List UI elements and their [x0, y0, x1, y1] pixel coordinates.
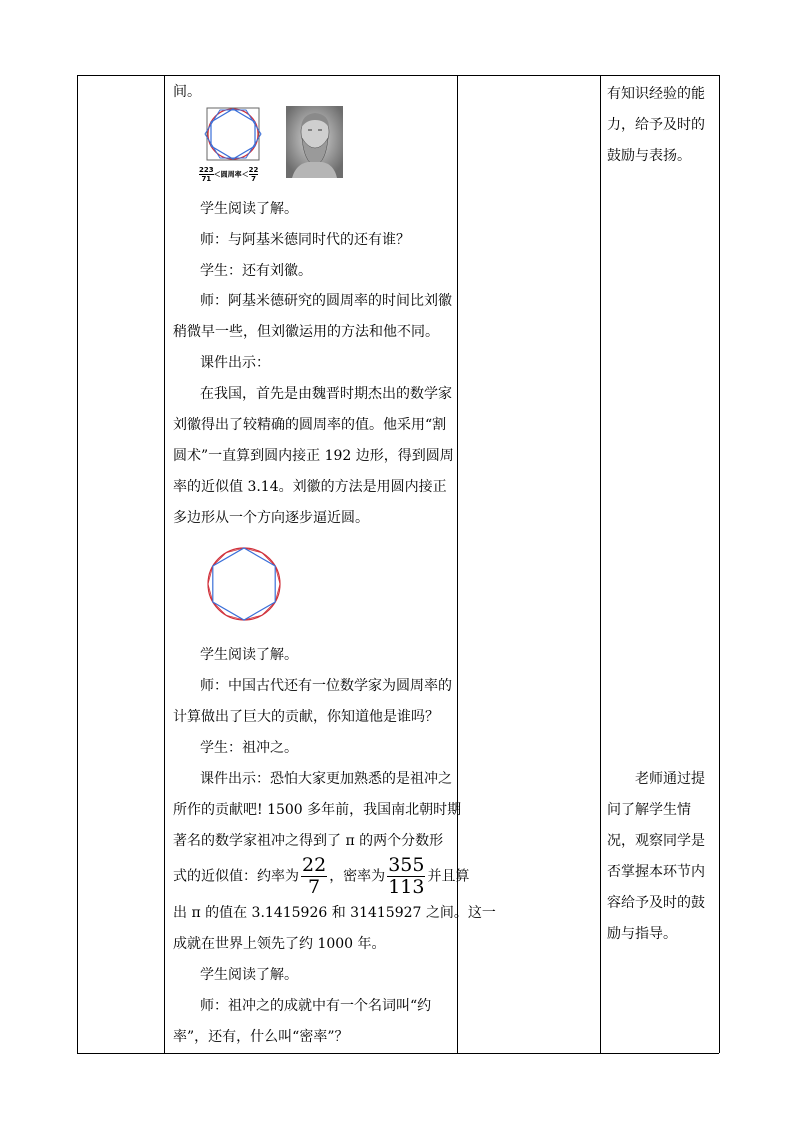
text-para: 学生阅读了解。	[200, 967, 298, 983]
text-line: 课件出示：恐怕大家更加熟悉的是祖冲之	[200, 771, 452, 787]
yuelv-fraction: $\frac{22}{7}$	[302, 854, 327, 898]
archimedes-polygon-figure	[200, 106, 266, 164]
text-line: 多边形从一个方向逐步逼近圆。	[173, 510, 369, 526]
text-line: 成就在世界上领先了约 1000 年。	[173, 936, 386, 952]
circumscribed-polygon	[205, 110, 261, 158]
text-para: 师：与阿基米德同时代的还有谁？	[200, 232, 410, 248]
formula-prefix: 式的近似值：约率为	[173, 868, 299, 885]
table-border-bottom	[77, 1053, 719, 1054]
text-para: 学生：祖冲之。	[200, 740, 298, 756]
note-line: 况，观察同学是	[607, 833, 705, 849]
text-line: 出 π 的值在 3.1415926 和 31415927 之间。这一	[173, 905, 496, 921]
archimedes-bust-image	[286, 106, 343, 178]
inscribed-polygon	[211, 109, 255, 159]
text-line: 率”，还有，什么叫“密率”？	[173, 1029, 349, 1045]
note-line: 容给予及时的鼓	[607, 895, 705, 911]
note-line: 老师通过提	[635, 771, 705, 787]
formula-mid: ，密率为	[329, 868, 386, 885]
note-line: 力，给予及时的	[607, 117, 705, 133]
figure-circle	[208, 548, 280, 620]
text-line: 圆术”一直算到圆内接正 192 边形，得到圆周	[173, 448, 454, 464]
formula-line	[173, 854, 470, 898]
circumscribed-square	[207, 108, 259, 160]
formula-suffix: 并且算	[427, 868, 470, 885]
text-para: 学生：还有刘徽。	[200, 263, 312, 279]
table-divider-3	[600, 75, 601, 1053]
text-line: 刘徽得出了较精确的圆周率的值。他采用“割	[173, 417, 447, 433]
text-line: 著名的数学家祖冲之得到了 π 的两个分数形	[173, 833, 444, 849]
text-line: 稍微早一些，但刘徽运用的方法和他不同。	[173, 324, 439, 340]
pi-inequality: $\frac{223}{71}<$圆周率＜ $\frac{22}{7}$	[199, 166, 259, 183]
note-line: 励与指导。	[607, 926, 677, 942]
liu-hui-circle-figure	[204, 544, 284, 624]
text-line: 率的近似值 3.14。刘徽的方法是用圆内接正	[173, 479, 447, 495]
text-line: 师：阿基米德研究的圆周率的时间比刘徽	[200, 293, 452, 309]
note-line: 问了解学生情	[607, 802, 691, 818]
milv-fraction: $\frac{355}{113}$	[388, 854, 425, 898]
table-border-left	[77, 75, 78, 1053]
text-line: 计算做出了巨大的贡献，你知道他是谁吗？	[173, 709, 439, 725]
text-para: 课件出示：	[200, 355, 270, 371]
text-line: 师：中国古代还有一位数学家为圆周率的	[200, 678, 452, 694]
note-line: 鼓励与表扬。	[607, 148, 691, 164]
note-line: 否掌握本环节内	[607, 864, 705, 880]
text-para: 学生阅读了解。	[200, 647, 298, 663]
note-line: 有知识经验的能	[607, 86, 705, 102]
text-line: 师：祖冲之的成就中有一个名词叫“约	[200, 998, 432, 1014]
text-line: 间。	[173, 84, 201, 100]
text-line: 所作的贡献吧! 1500 多年前，我国南北朝时期	[173, 802, 462, 818]
text-para: 学生阅读了解。	[200, 201, 298, 217]
text-line: 在我国，首先是由魏晋时期杰出的数学家	[200, 386, 452, 402]
inscribed-hexagon	[213, 548, 275, 620]
table-border-top	[77, 75, 719, 76]
table-border-right	[719, 75, 720, 1053]
table-divider-1	[164, 75, 165, 1053]
